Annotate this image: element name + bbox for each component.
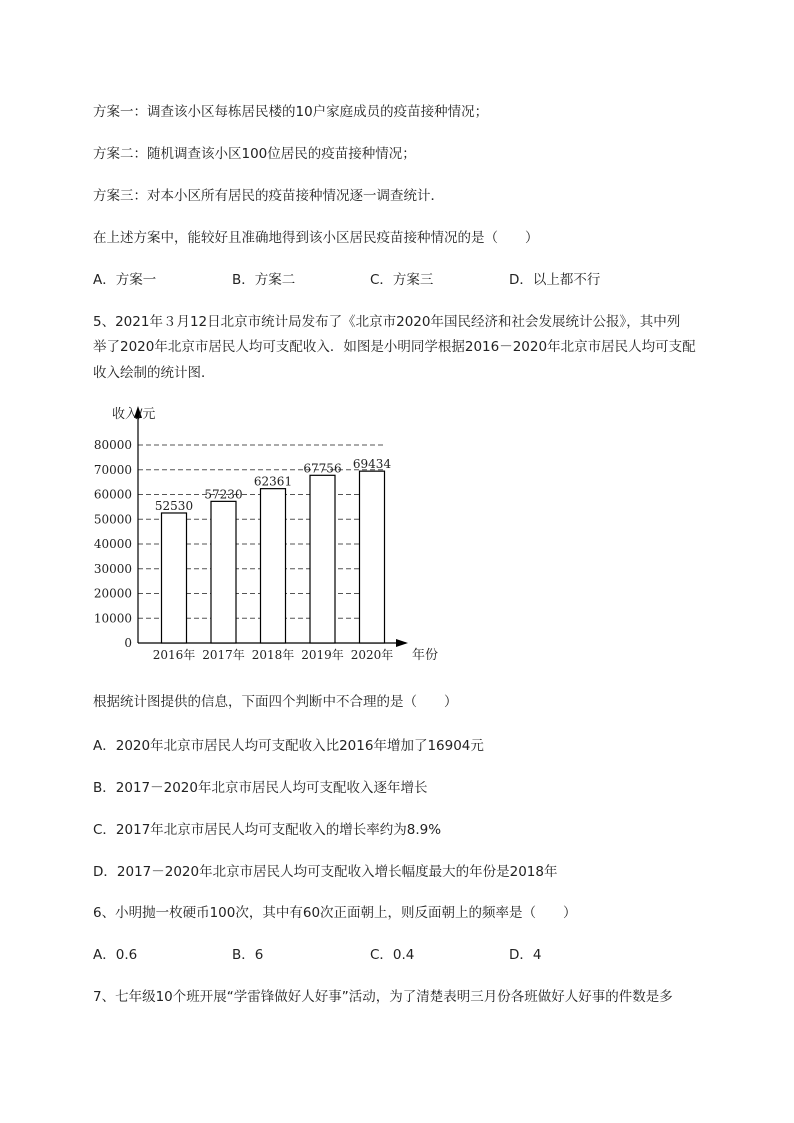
q5-option-b: B．2017－2020年北京市居民人均可支配收入逐年增长 bbox=[93, 780, 428, 796]
y-tick-label: 50000 bbox=[93, 512, 132, 527]
q6-option-a: A．0.6 bbox=[93, 947, 138, 963]
bar bbox=[261, 489, 286, 643]
x-axis-arrow bbox=[396, 639, 408, 647]
plan-3-text: 方案三：对本小区所有居民的疫苗接种情况逐一调查统计． bbox=[93, 188, 444, 204]
q6-option-b: B．6 bbox=[232, 947, 264, 963]
y-tick-label: 60000 bbox=[93, 487, 132, 502]
bar bbox=[310, 475, 335, 643]
x-axis-label: 年份 bbox=[412, 648, 439, 663]
bar-value-label: 52530 bbox=[154, 498, 194, 513]
q6-option-c: C．0.4 bbox=[370, 947, 415, 963]
q5-option-c: C．2017年北京市居民人均可支配收入的增长率约为8.9% bbox=[93, 822, 442, 838]
q5-text-line-3: 收入绘制的统计图． bbox=[93, 365, 215, 381]
y-tick-label: 30000 bbox=[93, 561, 132, 576]
q5-text-line-1: 5、2021年３月12日北京市统计局发布了《北京市2020年国民经济和社会发展统计公报》，其中列 bbox=[93, 314, 681, 330]
q6-stem: 6、小明抛一枚硬币100次，其中有60次正面朝上，则反面朝上的频率是（ ） bbox=[93, 905, 577, 921]
plan-2-text: 方案二：随机调查该小区100位居民的疫苗接种情况； bbox=[93, 146, 416, 162]
q5-stem: 根据统计图提供的信息，下面四个判断中不合理的是（ ） bbox=[93, 694, 458, 710]
income-bar-chart bbox=[90, 398, 440, 668]
x-tick-label: 2016年 bbox=[152, 648, 196, 662]
x-tick-label: 2018年 bbox=[251, 648, 295, 662]
y-tick-label: 40000 bbox=[93, 537, 132, 551]
q5-text-line-2: 举了2020年北京市居民人均可支配收入．如图是小明同学根据2016－2020年北京市居民人均可支配 bbox=[93, 339, 696, 355]
bar-value-label: 69434 bbox=[352, 457, 392, 472]
bar bbox=[360, 471, 385, 643]
y-tick-label: 80000 bbox=[93, 438, 132, 452]
x-tick-label: 2017年 bbox=[202, 648, 245, 662]
bar bbox=[162, 513, 187, 643]
q4-option-b: B．方案二 bbox=[232, 272, 296, 288]
y-tick-label: 0 bbox=[124, 636, 132, 650]
bar-value-label: 62361 bbox=[253, 474, 293, 489]
q5-option-d: D．2017－2020年北京市居民人均可支配收入增长幅度最大的年份是2018年 bbox=[93, 864, 558, 880]
q4-option-c: C．方案三 bbox=[370, 272, 434, 288]
q4-option-a: A．方案一 bbox=[93, 272, 157, 288]
bar bbox=[211, 501, 236, 643]
y-tick-label: 20000 bbox=[93, 586, 132, 601]
y-axis-label: 收入/元 bbox=[112, 407, 156, 422]
plan-1-text: 方案一：调查该小区每栋居民楼的10户家庭成员的疫苗接种情况； bbox=[93, 104, 489, 120]
q7-stem: 7、七年级10个班开展“学雷锋做好人好事”活动，为了清楚表明三月份各班做好人好事的件数是多 bbox=[93, 989, 673, 1005]
y-tick-label: 70000 bbox=[93, 462, 132, 477]
q6-option-d: D．4 bbox=[509, 947, 542, 963]
q4-stem: 在上述方案中，能较好且准确地得到该小区居民疫苗接种情况的是（ ） bbox=[93, 230, 539, 246]
x-tick-label: 2019年 bbox=[301, 648, 344, 662]
bar-value-label: 67756 bbox=[303, 461, 342, 476]
y-tick-label: 10000 bbox=[93, 611, 132, 626]
x-tick-label: 2020年 bbox=[350, 648, 394, 662]
q5-option-a: A．2020年北京市居民人均可支配收入比2016年增加了16904元 bbox=[93, 738, 484, 754]
q4-option-d: D．以上都不行 bbox=[509, 272, 601, 288]
bar-value-label: 57230 bbox=[204, 487, 243, 502]
